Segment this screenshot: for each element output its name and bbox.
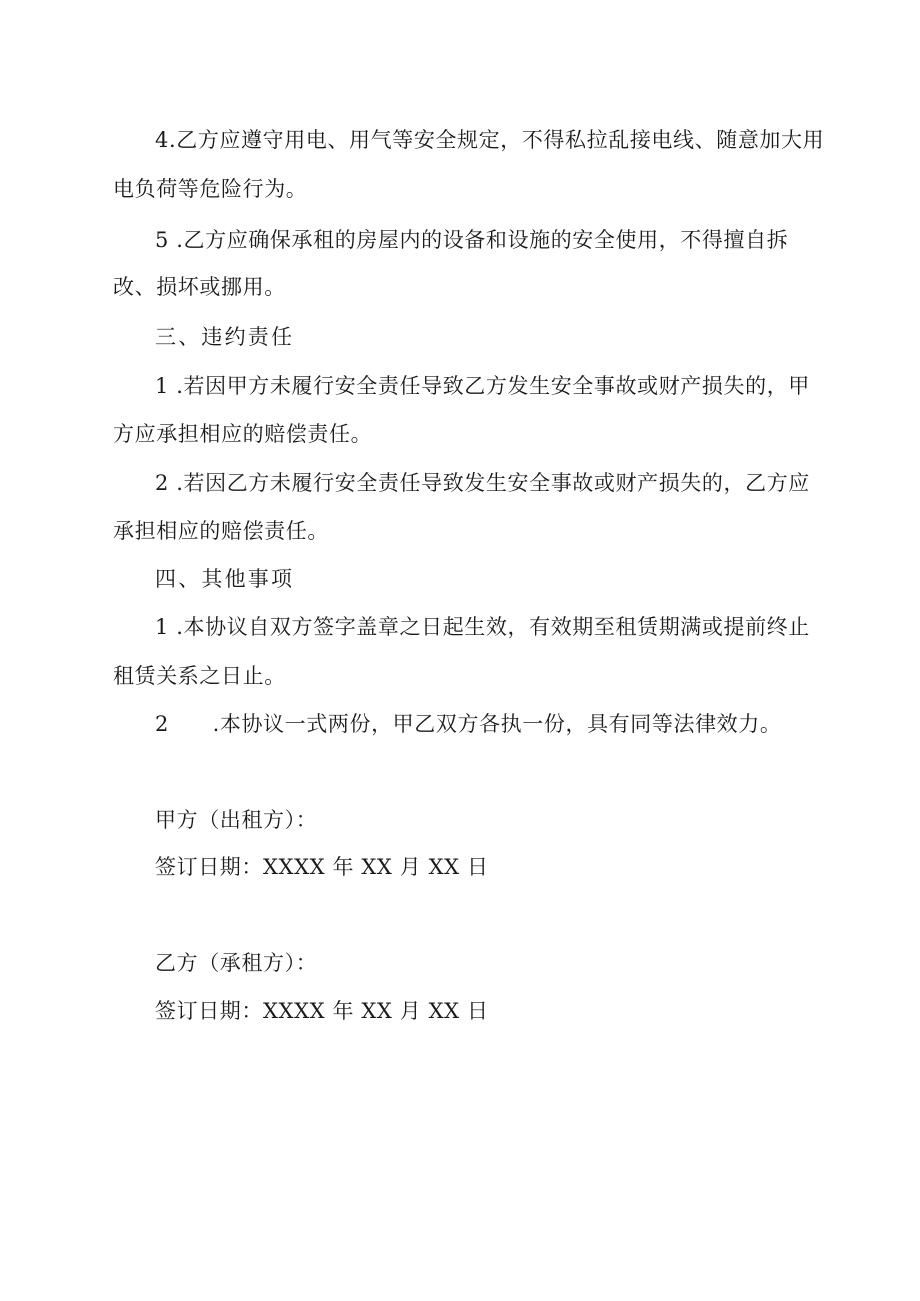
party-b-signing-date: 签订日期：XXXX 年 XX 月 XX 日 [155, 999, 489, 1023]
party-b-label: 乙方（承租方）： [155, 951, 318, 975]
party-a-signing-date: 签订日期：XXXX 年 XX 月 XX 日 [155, 855, 489, 879]
section-3-heading: 三、违约责任 [155, 325, 295, 349]
section-3-clause-2-line-1: 2 .若因乙方未履行安全责任导致发生安全事故或财产损失的，乙方应 [155, 471, 810, 495]
section-4-clause-1-line-1: 1 .本协议自双方签字盖章之日起生效，有效期至租赁期满或提前终止 [155, 615, 810, 639]
party-a-label: 甲方（出租方）： [155, 808, 318, 832]
section-4-heading: 四、其他事项 [155, 567, 295, 591]
clause-5-line-1: 5 .乙方应确保承租的房屋内的设备和设施的安全使用，不得擅自拆 [155, 228, 789, 252]
section-3-clause-1-line-1: 1 .若因甲方未履行安全责任导致乙方发生安全事故或财产损失的，甲 [155, 374, 810, 398]
section-3-clause-2-line-2: 承担相应的赔偿责任。 [113, 519, 329, 543]
section-4-clause-1-line-2: 租赁关系之日止。 [113, 664, 286, 688]
section-3-clause-1-line-2: 方应承担相应的赔偿责任。 [113, 422, 373, 446]
clause-4-line-2: 电负荷等危险行为。 [113, 177, 308, 201]
clause-4-line-1: 4.乙方应遵守用电、用气等安全规定，不得私拉乱接电线、随意加大用 [155, 128, 825, 152]
clause-5-line-2: 改、损坏或挪用。 [113, 275, 286, 299]
section-4-clause-2-line-1: 2 .本协议一式两份，甲乙双方各执一份，具有同等法律效力。 [155, 712, 782, 736]
